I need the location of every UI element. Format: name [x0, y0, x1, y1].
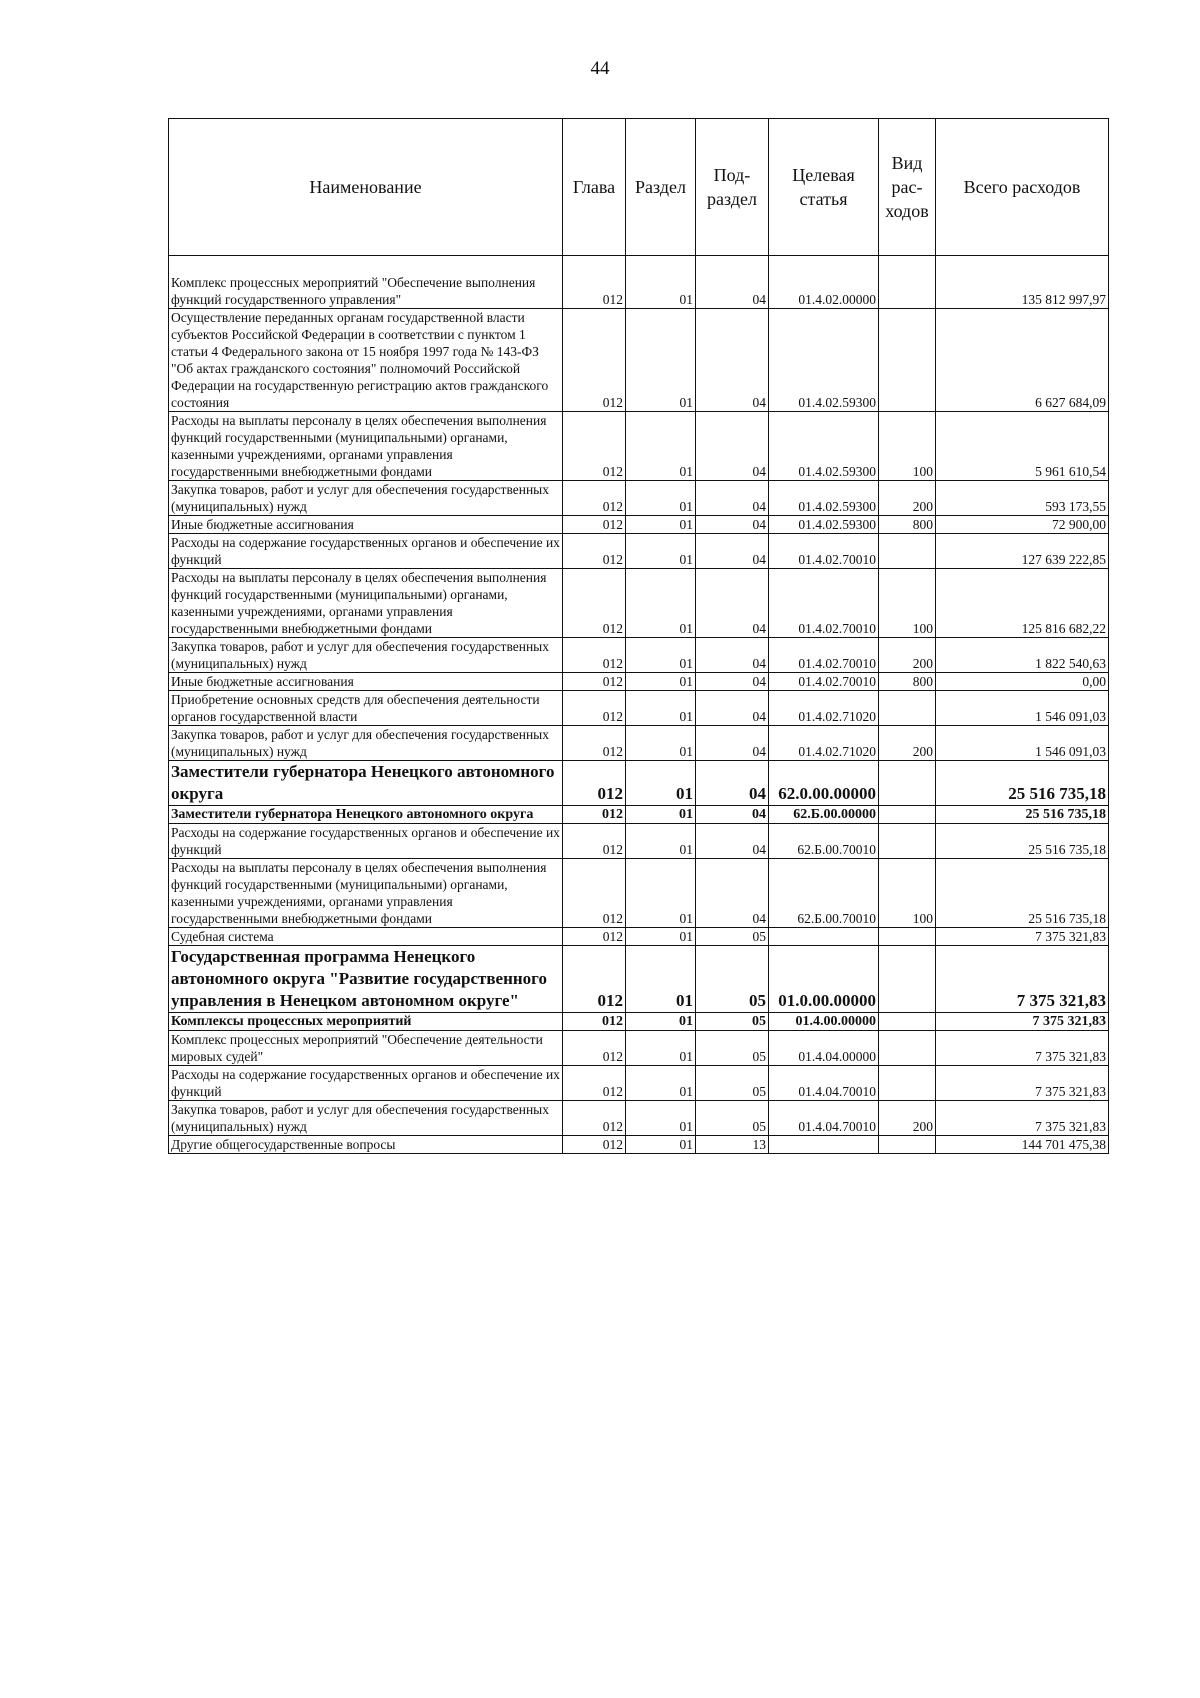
cell-podrazdel: 04: [696, 256, 769, 309]
cell-razdel: 01: [626, 309, 696, 412]
cell-vid: [879, 761, 936, 806]
cell-razdel: 01: [626, 534, 696, 569]
cell-name: Заместители губернатора Ненецкого автономного округа: [169, 806, 563, 824]
cell-podrazdel: 04: [696, 824, 769, 859]
cell-vid: 200: [879, 638, 936, 673]
cell-glava: 012: [563, 1136, 626, 1154]
budget-table: [168, 118, 1109, 1154]
cell-vid: 800: [879, 516, 936, 534]
cell-name: Закупка товаров, работ и услуг для обеспечения государственных (муниципальных) нужд: [169, 726, 563, 761]
cell-celevaya: 62.Б.00.70010: [769, 824, 879, 859]
cell-podrazdel: 05: [696, 928, 769, 946]
cell-total: 1 546 091,03: [936, 691, 1109, 726]
table-row: [169, 928, 1109, 946]
cell-podrazdel: 05: [696, 1066, 769, 1101]
header-razdel: Раздел: [626, 119, 696, 256]
cell-glava: 012: [563, 859, 626, 928]
cell-podrazdel: 04: [696, 761, 769, 806]
cell-podrazdel: 13: [696, 1136, 769, 1154]
cell-name: Закупка товаров, работ и услуг для обеспечения государственных (муниципальных) нужд: [169, 638, 563, 673]
cell-name: Комплексы процессных мероприятий: [169, 1013, 563, 1031]
cell-glava: 012: [563, 481, 626, 516]
cell-glava: 012: [563, 673, 626, 691]
cell-total: 25 516 735,18: [936, 761, 1109, 806]
cell-celevaya: 62.Б.00.00000: [769, 806, 879, 824]
cell-glava: 012: [563, 1031, 626, 1066]
cell-razdel: 01: [626, 928, 696, 946]
cell-celevaya: 01.4.02.70010: [769, 673, 879, 691]
table-row: [169, 516, 1109, 534]
cell-podrazdel: 04: [696, 806, 769, 824]
cell-celevaya: 01.4.02.71020: [769, 691, 879, 726]
cell-celevaya: [769, 1136, 879, 1154]
cell-vid: [879, 928, 936, 946]
header-podrazdel: Под-раздел: [696, 119, 769, 256]
cell-razdel: 01: [626, 481, 696, 516]
cell-razdel: 01: [626, 1013, 696, 1031]
cell-celevaya: 01.4.02.59300: [769, 481, 879, 516]
cell-razdel: 01: [626, 673, 696, 691]
cell-total: 593 173,55: [936, 481, 1109, 516]
table-row: [169, 569, 1109, 638]
cell-total: 125 816 682,22: [936, 569, 1109, 638]
cell-glava: 012: [563, 638, 626, 673]
table-row: [169, 534, 1109, 569]
cell-vid: [879, 824, 936, 859]
cell-total: 135 812 997,97: [936, 256, 1109, 309]
cell-name: Судебная система: [169, 928, 563, 946]
cell-vid: 100: [879, 859, 936, 928]
cell-celevaya: 01.4.02.71020: [769, 726, 879, 761]
cell-celevaya: 01.4.04.70010: [769, 1066, 879, 1101]
table-row: [169, 726, 1109, 761]
table-row: [169, 1136, 1109, 1154]
cell-podrazdel: 04: [696, 481, 769, 516]
cell-podrazdel: 04: [696, 673, 769, 691]
cell-name: Закупка товаров, работ и услуг для обеспечения государственных (муниципальных) нужд: [169, 1101, 563, 1136]
cell-name: Расходы на содержание государственных органов и обеспечение их функций: [169, 824, 563, 859]
cell-razdel: 01: [626, 824, 696, 859]
cell-vid: [879, 256, 936, 309]
cell-podrazdel: 04: [696, 534, 769, 569]
cell-podrazdel: 04: [696, 638, 769, 673]
cell-total: 1 546 091,03: [936, 726, 1109, 761]
cell-razdel: 01: [626, 859, 696, 928]
cell-total: 72 900,00: [936, 516, 1109, 534]
cell-celevaya: 01.4.02.70010: [769, 638, 879, 673]
cell-total: 7 375 321,83: [936, 1101, 1109, 1136]
cell-vid: [879, 1136, 936, 1154]
table-row: [169, 1031, 1109, 1066]
table-row: [169, 481, 1109, 516]
cell-name: Комплекс процессных мероприятий "Обеспечение выполнения функций государственного управления": [169, 256, 563, 309]
cell-glava: 012: [563, 309, 626, 412]
cell-celevaya: 01.4.02.59300: [769, 412, 879, 481]
cell-razdel: 01: [626, 761, 696, 806]
cell-podrazdel: 04: [696, 726, 769, 761]
table-row: [169, 1013, 1109, 1031]
cell-podrazdel: 04: [696, 309, 769, 412]
table-row: [169, 824, 1109, 859]
cell-total: 7 375 321,83: [936, 928, 1109, 946]
cell-celevaya: 01.4.04.70010: [769, 1101, 879, 1136]
cell-vid: [879, 691, 936, 726]
cell-name: Другие общегосударственные вопросы: [169, 1136, 563, 1154]
cell-glava: 012: [563, 534, 626, 569]
cell-glava: 012: [563, 516, 626, 534]
cell-glava: 012: [563, 256, 626, 309]
cell-razdel: 01: [626, 691, 696, 726]
cell-name: Иные бюджетные ассигнования: [169, 673, 563, 691]
cell-vid: 100: [879, 412, 936, 481]
cell-vid: 800: [879, 673, 936, 691]
cell-total: 25 516 735,18: [936, 859, 1109, 928]
cell-glava: 012: [563, 1066, 626, 1101]
cell-total: 6 627 684,09: [936, 309, 1109, 412]
table-row: [169, 806, 1109, 824]
cell-podrazdel: 05: [696, 1101, 769, 1136]
cell-celevaya: 01.4.00.00000: [769, 1013, 879, 1031]
cell-glava: 012: [563, 946, 626, 1013]
cell-podrazdel: 04: [696, 412, 769, 481]
table-row: [169, 256, 1109, 309]
table-row: [169, 309, 1109, 412]
cell-total: 0,00: [936, 673, 1109, 691]
cell-glava: 012: [563, 928, 626, 946]
cell-celevaya: 01.4.02.59300: [769, 309, 879, 412]
cell-name: Закупка товаров, работ и услуг для обеспечения государственных (муниципальных) нужд: [169, 481, 563, 516]
cell-total: 25 516 735,18: [936, 806, 1109, 824]
cell-vid: [879, 309, 936, 412]
cell-podrazdel: 04: [696, 569, 769, 638]
table-row: [169, 673, 1109, 691]
header-vid: Вид рас-ходов: [879, 119, 936, 256]
cell-vid: 100: [879, 569, 936, 638]
cell-podrazdel: 04: [696, 859, 769, 928]
cell-vid: [879, 534, 936, 569]
cell-razdel: 01: [626, 1101, 696, 1136]
cell-celevaya: 01.4.02.00000: [769, 256, 879, 309]
cell-glava: 012: [563, 761, 626, 806]
cell-razdel: 01: [626, 1136, 696, 1154]
cell-vid: [879, 1013, 936, 1031]
cell-razdel: 01: [626, 412, 696, 481]
table-row: [169, 638, 1109, 673]
table-row: [169, 859, 1109, 928]
table-row: [169, 1066, 1109, 1101]
cell-total: 144 701 475,38: [936, 1136, 1109, 1154]
cell-glava: 012: [563, 691, 626, 726]
cell-name: Заместители губернатора Ненецкого автономного округа: [169, 761, 563, 806]
cell-total: 7 375 321,83: [936, 1031, 1109, 1066]
cell-podrazdel: 05: [696, 946, 769, 1013]
cell-name: Иные бюджетные ассигнования: [169, 516, 563, 534]
header-celevaya: Целевая статья: [769, 119, 879, 256]
cell-razdel: 01: [626, 1031, 696, 1066]
cell-celevaya: 01.0.00.00000: [769, 946, 879, 1013]
cell-name: Комплекс процессных мероприятий "Обеспечение деятельности мировых судей": [169, 1031, 563, 1066]
cell-total: 5 961 610,54: [936, 412, 1109, 481]
cell-glava: 012: [563, 1101, 626, 1136]
cell-podrazdel: 05: [696, 1013, 769, 1031]
cell-glava: 012: [563, 1013, 626, 1031]
cell-vid: [879, 946, 936, 1013]
table-row: [169, 691, 1109, 726]
table-row: [169, 761, 1109, 806]
table-row: [169, 412, 1109, 481]
cell-celevaya: 62.Б.00.70010: [769, 859, 879, 928]
table-row: [169, 946, 1109, 1013]
cell-razdel: 01: [626, 569, 696, 638]
cell-name: Расходы на выплаты персоналу в целях обеспечения выполнения функций государственными (муниципальными) органами, казенными учреждениями, органами управления государственными внебюджетными фондами: [169, 569, 563, 638]
cell-vid: [879, 1031, 936, 1066]
cell-vid: [879, 1066, 936, 1101]
cell-glava: 012: [563, 806, 626, 824]
cell-razdel: 01: [626, 1066, 696, 1101]
cell-razdel: 01: [626, 806, 696, 824]
cell-podrazdel: 05: [696, 1031, 769, 1066]
table-row: [169, 1101, 1109, 1136]
cell-razdel: 01: [626, 256, 696, 309]
cell-name: Осуществление переданных органам государственной власти субъектов Российской Федерации в соответствии с пунктом 1 статьи 4 Федерального закона от 15 ноября 1997 года № 143-ФЗ "Об актах гражданского состояния" полномочий Российской Федерации на государственную регистрацию актов гражданского состояния: [169, 309, 563, 412]
cell-celevaya: 01.4.02.70010: [769, 569, 879, 638]
cell-name: Расходы на выплаты персоналу в целях обеспечения выполнения функций государственными (муниципальными) органами, казенными учреждениями, органами управления государственными внебюджетными фондами: [169, 859, 563, 928]
cell-total: 7 375 321,83: [936, 1013, 1109, 1031]
cell-vid: 200: [879, 1101, 936, 1136]
header-name: Наименование: [169, 119, 563, 256]
cell-total: 7 375 321,83: [936, 946, 1109, 1013]
cell-razdel: 01: [626, 638, 696, 673]
cell-total: 127 639 222,85: [936, 534, 1109, 569]
cell-podrazdel: 04: [696, 516, 769, 534]
cell-vid: [879, 806, 936, 824]
header-total: Всего расходов: [936, 119, 1109, 256]
cell-razdel: 01: [626, 516, 696, 534]
cell-name: Приобретение основных средств для обеспечения деятельности органов государственной власти: [169, 691, 563, 726]
cell-podrazdel: 04: [696, 691, 769, 726]
cell-vid: 200: [879, 726, 936, 761]
cell-vid: 200: [879, 481, 936, 516]
table-header-row: [169, 119, 1109, 256]
page-number: 44: [590, 58, 610, 79]
cell-name: Расходы на выплаты персоналу в целях обеспечения выполнения функций государственными (муниципальными) органами, казенными учреждениями, органами управления государственными внебюджетными фондами: [169, 412, 563, 481]
cell-celevaya: 01.4.02.70010: [769, 534, 879, 569]
cell-name: Расходы на содержание государственных органов и обеспечение их функций: [169, 1066, 563, 1101]
cell-celevaya: 01.4.02.59300: [769, 516, 879, 534]
cell-glava: 012: [563, 569, 626, 638]
cell-name: Расходы на содержание государственных органов и обеспечение их функций: [169, 534, 563, 569]
cell-celevaya: 62.0.00.00000: [769, 761, 879, 806]
cell-razdel: 01: [626, 726, 696, 761]
cell-total: 7 375 321,83: [936, 1066, 1109, 1101]
cell-name: Государственная программа Ненецкого автономного округа "Развитие государственного управления в Ненецком автономном округе": [169, 946, 563, 1013]
cell-celevaya: 01.4.04.00000: [769, 1031, 879, 1066]
cell-razdel: 01: [626, 946, 696, 1013]
cell-glava: 012: [563, 726, 626, 761]
cell-total: 1 822 540,63: [936, 638, 1109, 673]
cell-glava: 012: [563, 824, 626, 859]
header-glava: Глава: [563, 119, 626, 256]
cell-total: 25 516 735,18: [936, 824, 1109, 859]
cell-celevaya: [769, 928, 879, 946]
cell-glava: 012: [563, 412, 626, 481]
